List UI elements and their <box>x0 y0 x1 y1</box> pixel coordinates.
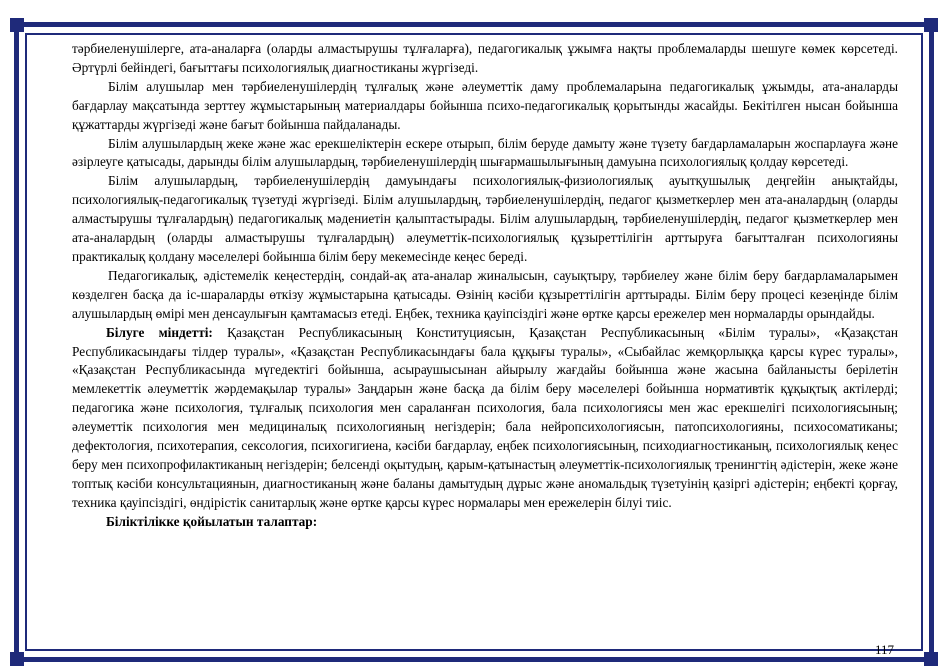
frame-corner <box>924 652 938 666</box>
knowledge-text: Қазақстан Республикасының Конституциясын, Қазақстан Республикасының «Білім туралы», «Қазақстан Республикасындағы тілдер туралы», «Қазақстан Республикасындағы бала құқығы туралы», «Сыбайлас жемқорлыққа қарсы күрес туралы», «Қазақстан Республикасында мүгедектігі бойынша, асыраушысынан айырылу жағдайы бойынша және жасына байланысты берілетін мемлекеттік әлеуметтік жәрдемақылар туралы» Заңдарын және басқа да білім беру мәселелері бойынша нормативтік құқықтық актілерді; педагогика және психология, тұлғалық психология мен сараланған психология, бала психологиясы мен жас ерекшелігі психологиясының; әлеуметтік психология мен медициналық психологияның негіздерін; бала нейропсихологиясын, патопсихологияны, психосоматиканы; дефектология, психотерапия, сексология, психогигиена, кәсіби бағдарлау, еңбек психологиясының, психодиагностиканың, психологиялық кеңес беру мен психопрофилактиканың негіздерін; белсенді оқытудың, қарым-қатынастың әлеуметтік-психологиялық тренингтің әдістерін, жеке және топтық кәсіби консультациянын, диагностиканың және баланы дамытудың дұрыс және аномальдық түзетуінің қазіргі әдістерін; еңбекті қорғау, техника қауіпсіздігі, өндірістік санитарлық және өртке қарсы күрес нормалары мен ережелерін білуі тиіс. <box>72 324 898 510</box>
page-number: 117 <box>874 642 894 657</box>
frame-corner <box>10 18 24 32</box>
paragraph: Білім алушылардың, тәрбиеленушілердің дамуындағы психологиялық-физиологиялық ауытқушылық деңгейін анықтайды, психологиялық-педагогикалық түзетуді жүргізеді. Білім алушылардың, тәрбиеленушілердің, педагог қызметкерлер мен ата-аналардың (оларды алмастырушы тұлғалардың) педагогикалық мәдениетін қалыптастырады. Білім алушылардың, тәрбиеленушілердің, педагог қызметкерлер мен ата-аналардың (оларды алмастырушы тұлғалардың) әлеуметтік-психологиялық құзыреттілігін арттыруға бағытталған психологияны практикалық қолдану мәселелері бойынша білім беру мекемесінде кеңес береді. <box>72 173 898 264</box>
paragraph: Білім алушылардың жеке және жас ерекшеліктерін ескере отырып, білім беруде дамыту және түзету бағдарламаларын жоспарлауға және әзірлеуге қатысады, дарынды білім алушылардың, тәрбиеленушілердің шығармашылығының дамуына психологиялық қолдау көрсетеді. <box>72 135 898 170</box>
paragraph: тәрбиеленушілерге, ата-аналарға (оларды алмастырушы тұлғаларға), педагогикалық ұжымға нақты проблемаларды шешуге көмек көрсетеді. Әртүрлі бейіндегі, бағыттағы психологиялық диагностиканы жүргізеді. <box>72 41 898 75</box>
frame-corner <box>10 652 24 666</box>
knowledge-paragraph <box>72 324 898 513</box>
knowledge-label: Білуге міндетті: <box>106 324 213 340</box>
paragraph: Педагогикалық, әдістемелік кеңестердің, сондай-ақ ата-аналар жиналысын, сауықтыру, тәрбиелеу және білім беру бағдарламаларымен көзделген басқа да іс-шараларды өткізу жұмыстарына қатысады. Өзінің кәсіби құзыреттілігін арттырады. Білім беру процесі кезеңінде білім алушылардың өмірі мен денсаулығын қамтамасыз етеді. Еңбек, техника қауіпсіздігі және өртке қарсы ережелер мен нормаларды орындайды. <box>72 267 898 321</box>
requirements-paragraph <box>72 513 898 532</box>
requirements-label: Біліктілікке қойылатын талаптар: <box>106 513 318 529</box>
document-body <box>72 40 898 532</box>
frame-corner <box>924 18 938 32</box>
paragraph: Білім алушылар мен тәрбиеленушілердің тұлғалық және әлеуметтік даму проблемаларына педагогикалық ұжымды, ата-аналарды бағдарлау мақсатында зерттеу жұмыстарының материалдары бойынша психо-педагогикалық қорытынды жасайды. Бекітілген нысан бойынша құжаттарды жүргізеді және бағыт бойынша пайдаланады. <box>72 78 898 132</box>
